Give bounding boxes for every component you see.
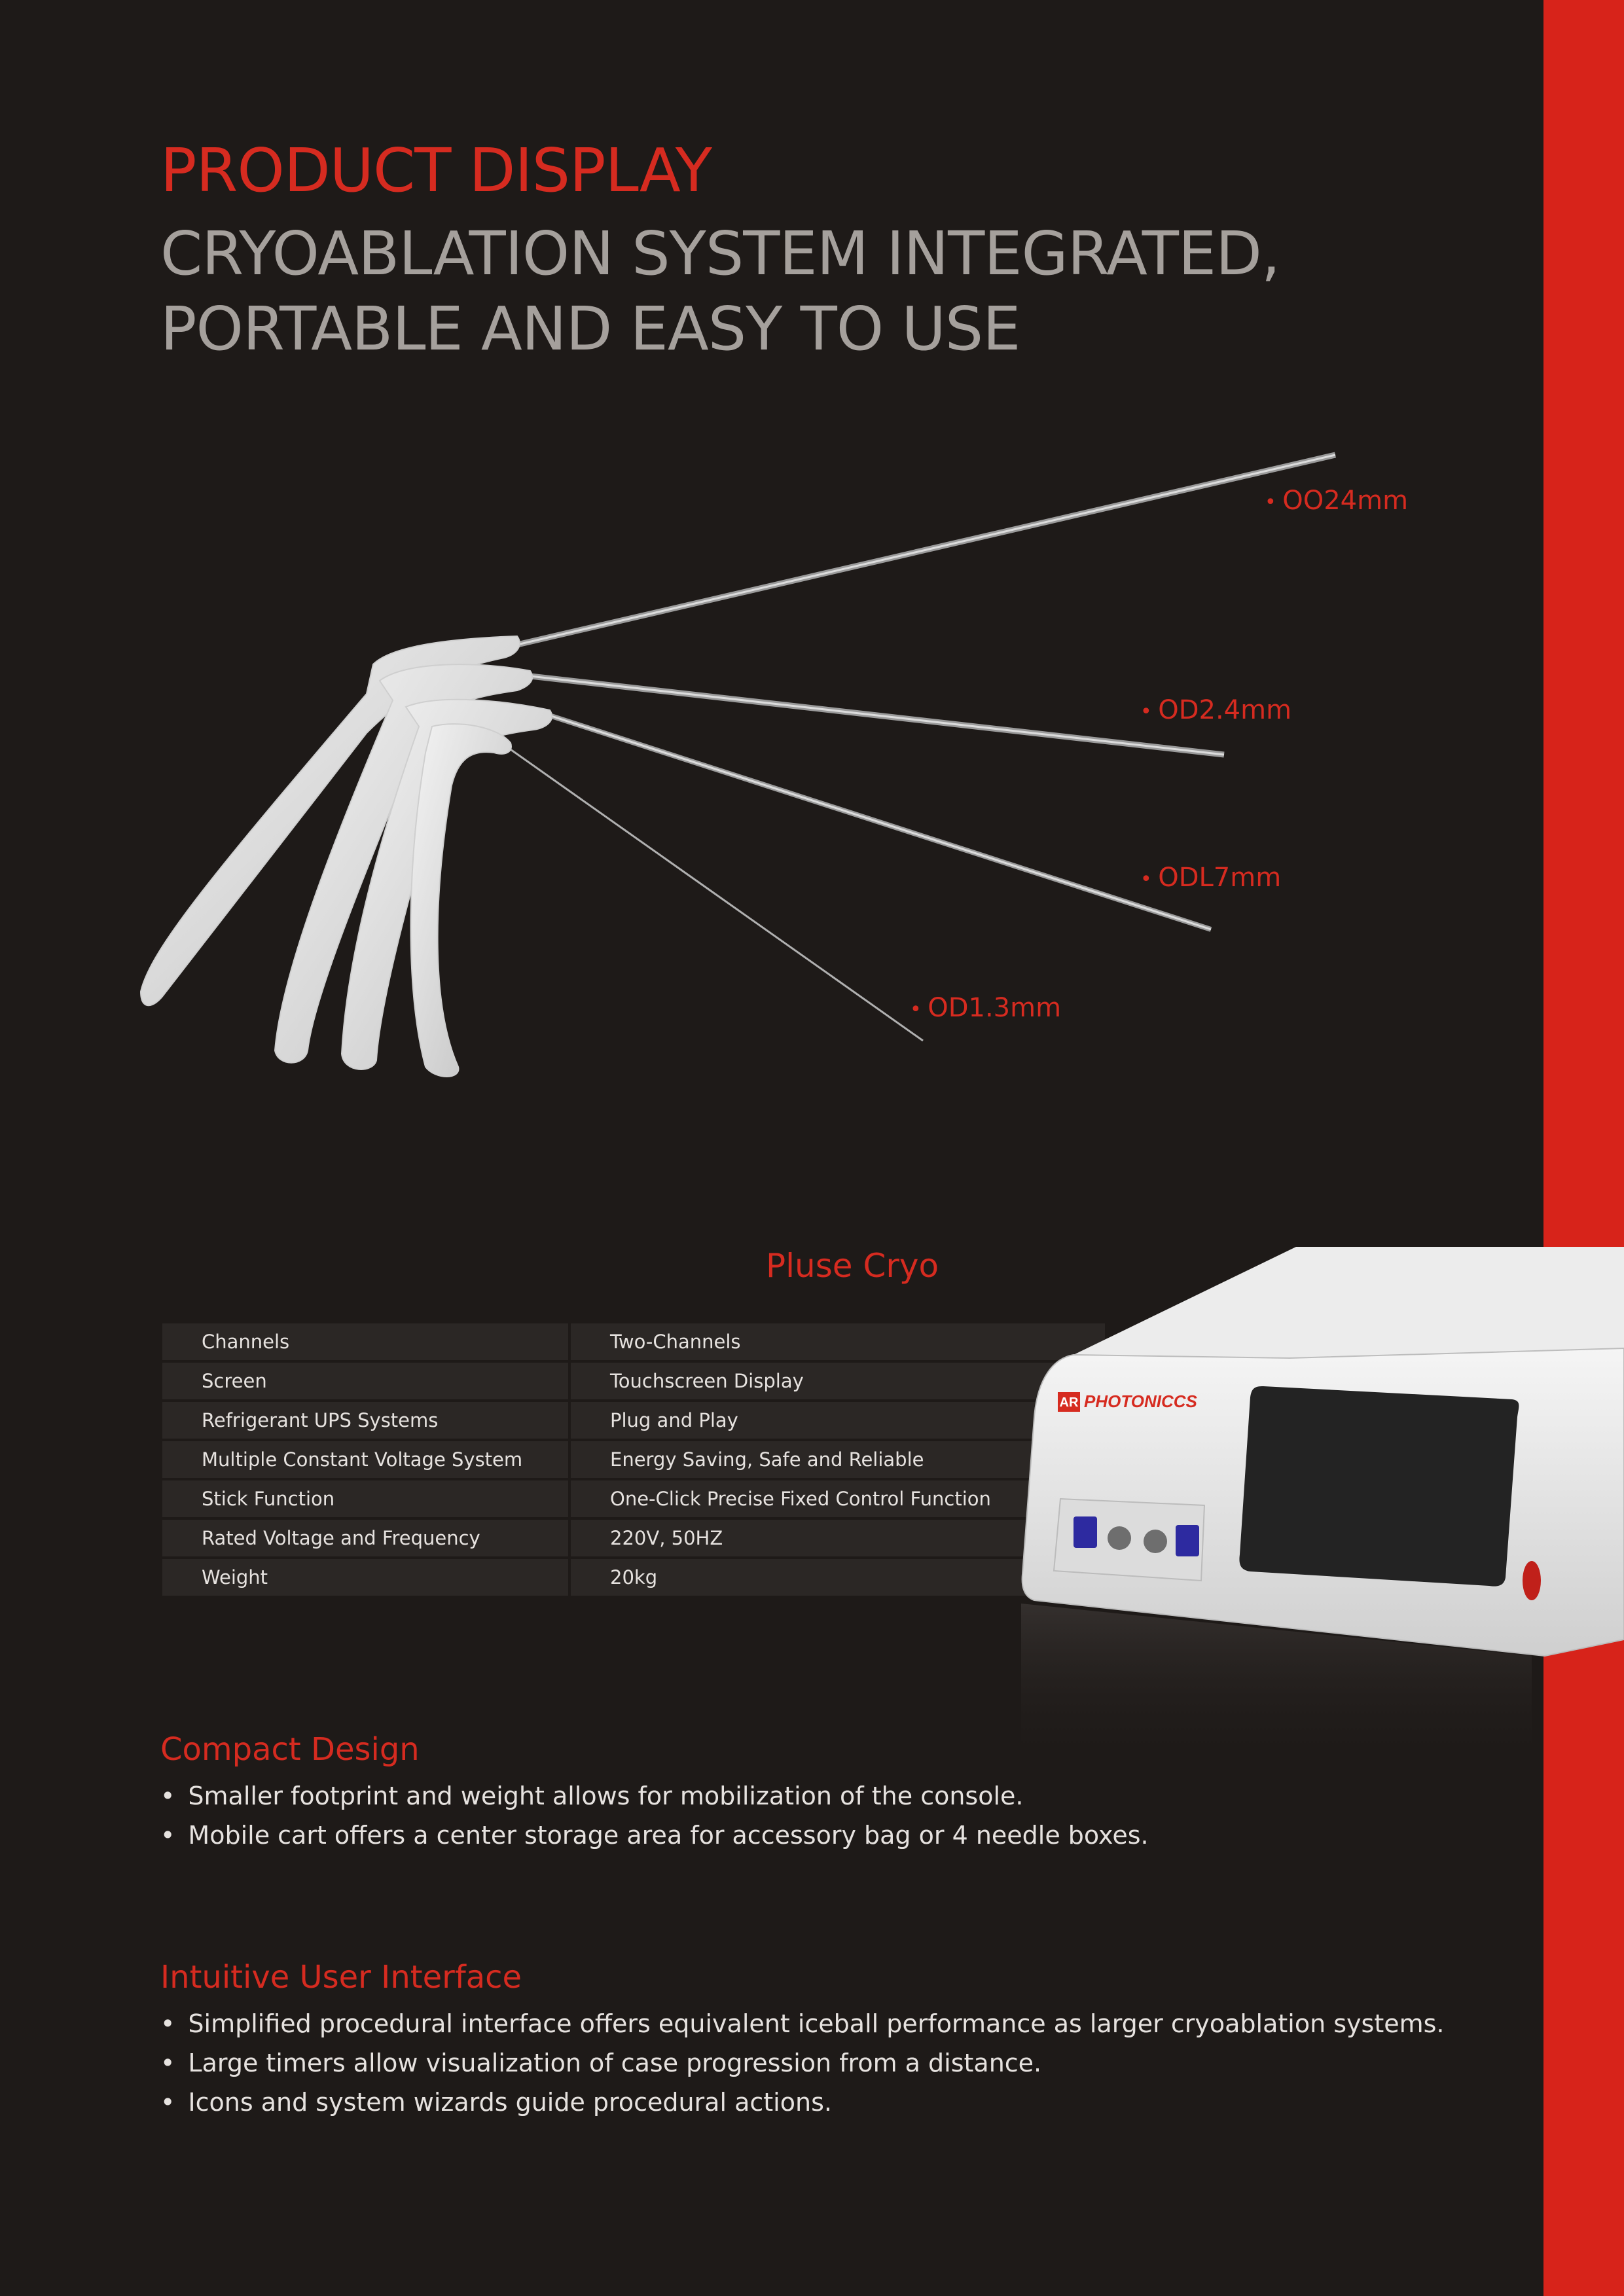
spec-label: Screen: [162, 1363, 571, 1399]
list-item: • Smaller footprint and weight allows for mobilization of the console.: [160, 1776, 1149, 1816]
table-row: [162, 1441, 1105, 1478]
port-connector-icon: [1144, 1530, 1167, 1553]
port-connector-icon: [1108, 1526, 1131, 1550]
spec-value: Plug and Play: [571, 1402, 1105, 1439]
subtitle-line-2: PORTABLE AND EASY TO USE: [160, 294, 1020, 364]
spec-label: Rated Voltage and Frequency: [162, 1520, 571, 1556]
needles-illustration: [0, 419, 1506, 1139]
table-row: [162, 1480, 1105, 1517]
table-row: [162, 1520, 1105, 1556]
spec-value: Two-Channels: [571, 1323, 1105, 1360]
needle-label-4: • OD1.3mm: [910, 993, 1061, 1023]
spec-value: 220V, 50HZ: [571, 1520, 1105, 1556]
spec-value: Energy Saving, Safe and Reliable: [571, 1441, 1105, 1478]
needle-label-1: • OO24mm: [1265, 486, 1408, 516]
spec-value: One-Click Precise Fixed Control Function: [571, 1480, 1105, 1517]
table-row: [162, 1402, 1105, 1439]
needle-label-3: • ODL7mm: [1140, 863, 1281, 893]
brand-badge-text: AR: [1059, 1395, 1079, 1410]
needle-handles: [141, 636, 552, 1077]
compact-design-title: Compact Design: [160, 1731, 420, 1768]
table-row: [162, 1323, 1105, 1360]
needle-shafts: [504, 455, 1335, 1041]
product-name: Pluse Cryo: [766, 1247, 939, 1285]
user-interface-title: Intuitive User Interface: [160, 1959, 522, 1996]
list-item: • Mobile cart offers a center storage area for accessory bag or 4 needle boxes.: [160, 1816, 1149, 1855]
list-item: • Large timers allow visualization of case progression from a distance.: [160, 2043, 1445, 2083]
spec-label: Weight: [162, 1559, 571, 1596]
table-row: [162, 1363, 1105, 1399]
spec-value: 20kg: [571, 1559, 1105, 1596]
page-subtitle: [160, 216, 1280, 367]
subtitle-line-1: CRYOABLATION SYSTEM INTEGRATED,: [160, 219, 1280, 289]
spec-table: [162, 1321, 1105, 1598]
console-device-image: [1008, 1247, 1624, 1770]
user-interface-list: [160, 2004, 1445, 2122]
spec-value: Touchscreen Display: [571, 1363, 1105, 1399]
spec-label: Stick Function: [162, 1480, 571, 1517]
brand-name: PHOTONICCS: [1084, 1391, 1197, 1411]
spec-label: Channels: [162, 1323, 571, 1360]
spec-label: Refrigerant UPS Systems: [162, 1402, 571, 1439]
needle-label-2: • OD2.4mm: [1140, 695, 1291, 725]
compact-design-list: [160, 1776, 1149, 1855]
spec-label: Multiple Constant Voltage System: [162, 1441, 571, 1478]
power-button-icon: [1523, 1561, 1541, 1600]
side-accent-bar: [1543, 0, 1624, 2296]
port-connector-icon: [1074, 1516, 1097, 1548]
page-title: PRODUCT DISPLAY: [160, 135, 712, 206]
table-row: [162, 1559, 1105, 1596]
list-item: • Icons and system wizards guide procedural actions.: [160, 2083, 1445, 2122]
port-connector-icon: [1176, 1525, 1199, 1556]
list-item: • Simplified procedural interface offers equivalent iceball performance as larger cryoablation systems.: [160, 2004, 1445, 2043]
